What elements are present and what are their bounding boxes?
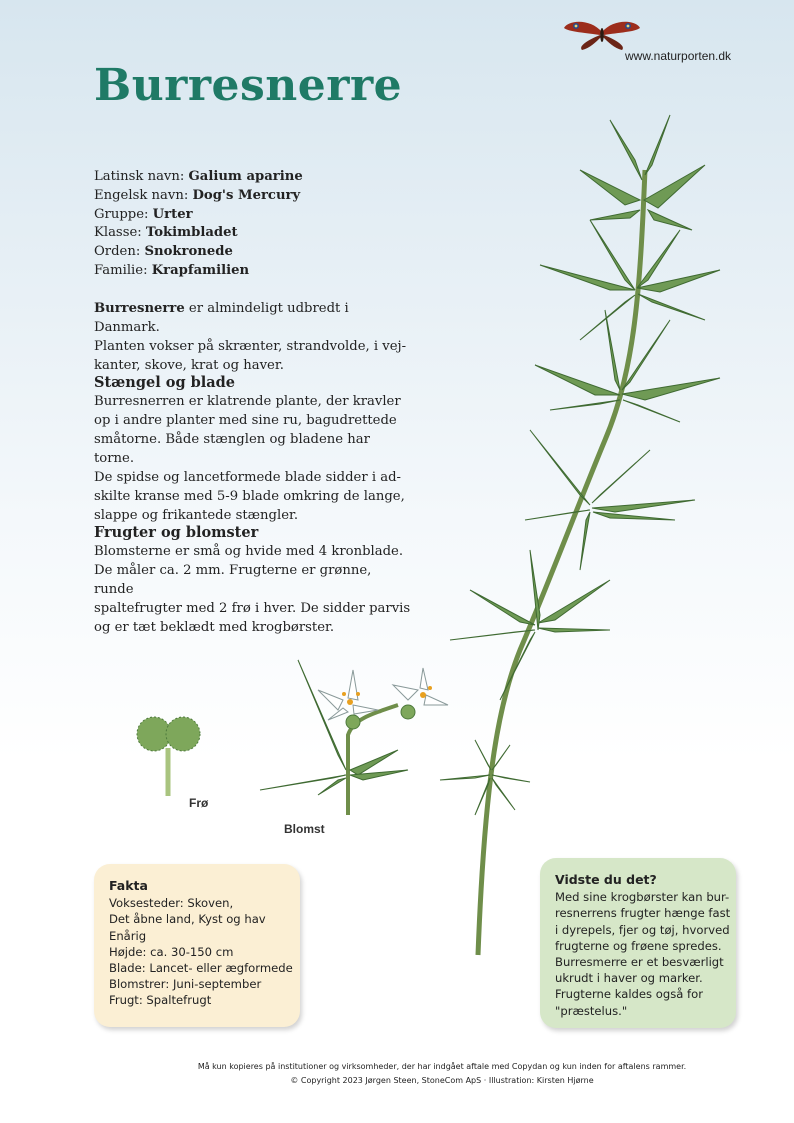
seed-illustration (132, 710, 212, 800)
info-row-family: Familie: Krapfamilien (94, 262, 250, 278)
fruit-section: Frugter og blomster Blomsterne er små og hvide med 4 kronblade. De måler ca. 2 mm. Frugterne er grønne, runde spaltefrugter med 2 frø i hver. De sidder parvis og er tæt beklædt med krogbørster. (94, 523, 414, 637)
info-row-group: Gruppe: Urter (94, 206, 193, 222)
plant-illustration (430, 110, 740, 960)
flower-caption: Blomst (284, 822, 325, 836)
fakta-line: Enårig (109, 928, 147, 943)
did-you-know-line: Frugterne kaldes også for (555, 987, 703, 1002)
fruit-heading: Frugter og blomster (94, 524, 259, 541)
info-row-order: Orden: Snokronede (94, 244, 233, 260)
fakta-line: Frugt: Spaltefrugt (109, 993, 212, 1008)
stem-section: Stængel og blade Burresnerren er klatrende plante, der kravler op i andre planter med sine ru, bagudrettede småtorne. Både stænglen og bladene har torne. De spidse og lancetformede blade sidder i ad- skilte kranse med 5-9 blade omkring de lange, slappe og frikantede stængler. (94, 373, 414, 525)
flower-illustration (258, 650, 453, 820)
fakta-title: Fakta (109, 878, 148, 893)
did-you-know-title: Vidste du det? (555, 872, 657, 887)
footer (0, 1060, 794, 1088)
species-info (94, 168, 303, 281)
did-you-know-line: Burresmerre er et besværligt (555, 955, 724, 970)
stem-heading: Stængel og blade (94, 374, 236, 391)
fakta-line: Blomstrer: Juni-september (109, 977, 262, 992)
did-you-know-line: resnerrens frugter hænge fast (555, 906, 731, 921)
intro-paragraph: Burresnerre er almindeligt udbredt i Danmark. Planten vokser på skrænter, strandvolde, i vej- kanter, skove, krat og haver. (94, 301, 407, 373)
info-row-class: Klasse: Tokimbladet (94, 225, 238, 241)
info-row-english: Engelsk navn: Dog's Mercury (94, 187, 301, 203)
fakta-line: Blade: Lancet- eller ægformede (109, 961, 293, 976)
page-title: Burresnerre (94, 60, 403, 111)
did-you-know-line: Med sine krogbørster kan bur- (555, 890, 730, 905)
info-row-latin: Latinsk navn: Galium aparine (94, 169, 303, 184)
did-you-know-box (540, 858, 736, 1028)
fakta-line: Det åbne land, Kyst og hav (109, 912, 266, 927)
did-you-know-line: frugterne og frøene spredes. (555, 938, 722, 953)
seed-caption: Frø (189, 796, 209, 810)
fakta-line: Voksesteder: Skoven, (109, 896, 234, 911)
fakta-box (94, 864, 300, 1027)
fakta-line: Højde: ca. 30-150 cm (109, 944, 234, 959)
butterfly-logo-icon (560, 16, 644, 52)
website-url[interactable]: www.naturporten.dk (625, 49, 732, 63)
did-you-know-line: "præstelus." (555, 1003, 628, 1018)
did-you-know-line: i dyrepels, fjer og tøj, hvorved (555, 922, 730, 937)
copy-notice: Må kun kopieres på institutioner og virksomheder, der har indgået aftale med Copydan og kun inden for aftalens rammer. (197, 1062, 687, 1071)
did-you-know-line: ukrudt i haver og marker. (555, 971, 703, 986)
copyright: © Copyright 2023 Jørgen Steen, StoneCom ApS · Illustration: Kirsten Hjørne (290, 1076, 594, 1085)
